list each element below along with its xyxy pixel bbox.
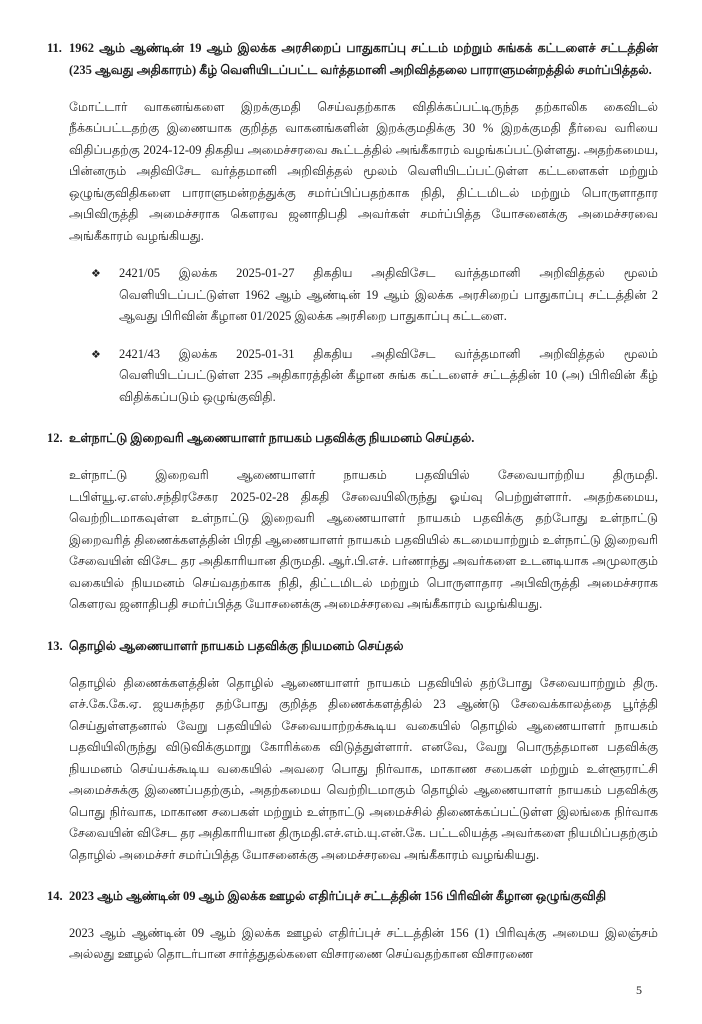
item-heading: 2023 ஆம் ஆண்டின் 09 ஆம் இலக்க ஊழல் எதிர்ப்புச் சட்டத்தின் 156 பிரிவின் கீழான ஒழுங்குவிதி xyxy=(69,889,607,903)
document-item-11 xyxy=(47,38,658,408)
document-item-14 xyxy=(47,886,658,966)
item-heading: உள்நாட்டு இறைவரி ஆணையாளர் நாயகம் பதவிக்கு நியமனம் செய்தல். xyxy=(69,431,475,446)
bullet-item xyxy=(91,344,658,409)
diamond-bullet-icon: ❖ xyxy=(91,267,101,281)
bullet-item xyxy=(91,263,658,328)
diamond-bullet-icon: ❖ xyxy=(91,347,101,361)
item-number: 13. xyxy=(47,638,63,653)
item-paragraph: 2023 ஆம் ஆண்டின் 09 ஆம் இலக்க ஊழல் எதிர்ப்புச் சட்டத்தின் 156 (1) பிரிவுக்கு அமைய இலஞ்சம் அல்லது ஊழல் தொடர்பான சார்த்துதல்களை விசாரணை செய்வதற்கான விசாரணை xyxy=(69,925,658,962)
item-paragraph: தொழில் திணைக்களத்தின் தொழில் ஆணையாளர் நாயகம் பதவியில் தற்போது சேவையாற்றும் திரு. எச்.கே.கே.ஏ. ஜயசுந்தர தற்போது குறித்த திணைக்களத்தில் 23 ஆண்டு சேவைக்காலத்தை பூர்த்தி செய்துள்ளதனால் வேறு பதவியில் சேவையாற்றக்கூடிய வகையில் தொழில் ஆணையாளர் நாயகம் பதவியிலிருந்து விடுவிக்குமாறு கோரிக்கை விடுத்துள்ளார். எனவே, வேறு பொருத்தமான பதவிக்கு நியமனம் செய்யக்கூடிய வகையில் அவரை பொது நிர்வாக, மாகாண சபைகள் மற்றும் உள்ளூராட்சி அமைச்சுக்கு இணைப்பதற்கும், அதற்கமைய வெற்றிடமாகும் தொழில் ஆணையாளர் நாயகம் பதவிக்கு பொது நிர்வாக, மாகாண சபைகள் மற்றும் உள்நாட்டு அமைச்சில் திணைக்கப்பட்டுள்ள இலங்கை நிர்வாக சேவையின் விசேட தர அதிகாரியான திருமதி.எச்.எம்.யு.என்.கே. பட்டலியத்த அவர்களை நியமிப்பதற்கும் தொழில் அமைச்சர் சமர்ப்பித்த யோசனைக்கு அமைச்சரவை அங்கீகாரம் வழங்கியது. xyxy=(69,675,658,862)
item-number: 14. xyxy=(47,889,63,903)
document-item-13 xyxy=(47,636,658,866)
item-body xyxy=(69,636,658,866)
item-body xyxy=(69,886,658,966)
item-heading: தொழில் ஆணையாளர் நாயகம் பதவிக்கு நியமனம் செய்தல் xyxy=(69,638,404,653)
item-number: 12. xyxy=(47,431,63,446)
item-heading: 1962 ஆம் ஆண்டின் 19 ஆம் இலக்க அரசிறைப் பாதுகாப்பு சட்டம் மற்றும் சுங்கக் கட்டளைச் சட்டத்தின் (235 ஆவது அதிகாரம்) கீழ் வெளியிடப்பட்ட வர்த்தமானி அறிவித்தலை பாராளுமன்றத்தில் சமர்ப்பித்தல். xyxy=(69,41,658,77)
item-body xyxy=(69,38,658,408)
item-paragraph: மோட்டார் வாகனங்களை இறக்குமதி செய்வதற்காக விதிக்கப்பட்டிருந்த தற்காலிக கைவிடல் நீக்கப்பட்டதற்கு இணையாக குறித்த வாகனங்களின் இறக்குமதிக்கு 30 % இறக்குமதி தீர்வை வரியை விதிப்பதற்கு 2024-12-09 திகதிய அமைச்சரவை கூட்டத்தில் அங்கீகாரம் வழங்கப்பட்டுள்ளது. அதற்கமைய, பின்னரும் அதிவிசேட வர்த்தமானி அறிவித்தல் மூலம் வெளியிடப்பட்டுள்ள கட்டளைகள் மற்றும் ஒழுங்குவிதிகளை பாராளுமன்றத்துக்கு சமர்ப்பிப்பதற்காக நிதி, திட்டமிடல் மற்றும் பொருளாதார அபிவிருத்தி அமைச்சராக கௌரவ ஜனாதிபதி அவர்கள் சமர்ப்பித்த யோசனைக்கு அமைச்சரவை அங்கீகாரம் வழங்கியது. xyxy=(69,99,658,243)
item-number: 11. xyxy=(47,41,62,55)
bullet-text: 2421/05 இலக்க 2025-01-27 திகதிய அதிவிசேட வர்த்தமானி அறிவித்தல் மூலம் வெளியிடப்பட்டுள்ள 1962 ஆம் ஆண்டின் 19 ஆம் இலக்க அரசிறைப் பாதுகாப்பு சட்டத்தின் 2 ஆவது பிரிவின் கீழான 01/2025 இலக்க அரசிறை பாதுகாப்பு கட்டளை. xyxy=(119,266,658,324)
bullet-text: 2421/43 இலக்க 2025-01-31 திகதிய அதிவிசேட வர்த்தமானி அறிவித்தல் மூலம் வெளியிடப்பட்டுள்ள 235 அதிகாரத்தின் கீழான சுங்க கட்டளைச் சட்டத்தின் 10 (அ) பிரிவின் கீழ் விதிக்கப்படும் ஒழுங்குவிதி. xyxy=(119,346,658,404)
item-body xyxy=(69,428,658,615)
document-item-12 xyxy=(47,428,658,615)
item-paragraph: உள்நாட்டு இறைவரி ஆணையாளர் நாயகம் பதவியில் சேவையாற்றிய திருமதி. டபிள்யூ.ஏ.எஸ்.சந்திரசேகர 2025-02-28 திகதி சேவையிலிருந்து ஓய்வு பெற்றுள்ளார். அதற்கமைய, வெற்றிடமாகவுள்ள உள்நாட்டு இறைவரி ஆணையாளர் நாயகம் பதவிக்கு தற்போது உள்நாட்டு இறைவரித் திணைக்களத்தின் பிரதி ஆணையாளர் நாயகம் பதவியில் கடமையாற்றும் உள்நாட்டு இறைவரி சேவையின் விசேட தர அதிகாரியான திருமதி. ஆர்.பி.எச். பர்ணாந்து அவர்களை உடனடியாக அமுலாகும் வகையில் நியமனம் செய்வதற்காக நிதி, திட்டமிடல் மற்றும் பொருளாதார அபிவிருத்தி அமைச்சராக கௌரவ ஜனாதிபதி சமர்ப்பித்த யோசனைக்கு அமைச்சரவை அங்கீகாரம் வழங்கியது. xyxy=(69,468,658,612)
page-number: 5 xyxy=(636,983,642,997)
